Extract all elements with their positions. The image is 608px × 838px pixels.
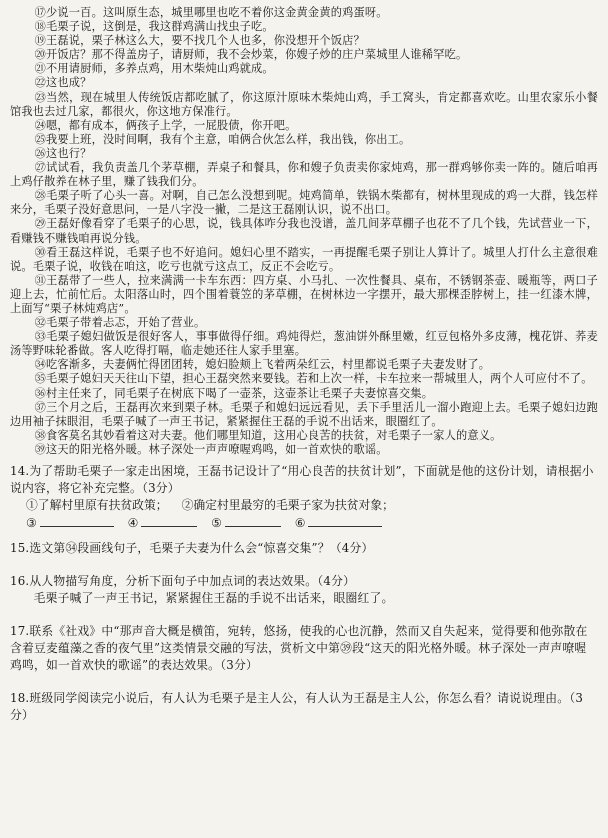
story-paragraph: ⑲王磊说，栗子林这么大，要不找几个人也多，你没想开个饭店？ bbox=[34, 34, 365, 48]
question-16-stem: 16.从人物描写角度，分析下面句子中加点词的表达效果。（4分） bbox=[10, 574, 356, 588]
story-paragraph: ㉒这也成？ bbox=[34, 76, 92, 90]
plan-item-2: ②确定村里最穷的毛栗子家为扶贫对象； bbox=[181, 498, 394, 512]
plan-blanks bbox=[10, 514, 598, 532]
story-paragraph: ㉕我要上班，没时间啊，我有个主意，咱俩合伙怎么样，我出钱，你出工。 bbox=[34, 132, 411, 146]
story-paragraph: ㊳食客莫名其妙看着这对夫妻。他们哪里知道，这用心良苦的扶贫，对毛栗子一家人的意义。 bbox=[34, 428, 502, 442]
story-paragraph: ㉓当然，现在城里人传统饭店都吃腻了，你这原汁原味木柴炖山鸡，手工窝头，肯定都喜欢吃。山里农家乐小餐馆我也去过几家，都很火，你这地方保准行。 bbox=[10, 90, 598, 118]
blank-5[interactable]: ⑤ bbox=[211, 514, 281, 532]
story-paragraph: ㉟毛栗子媳妇天天往山下望，担心王磊突然来要钱。若和上次一样，卡车拉来一帮城里人，两个人可应付不了。 bbox=[34, 372, 593, 386]
story-paragraph: ㉚看王磊这样说，毛栗子也不好追问。媳妇心里不踏实，一再提醒毛栗子别让人算计了。城里人打什么主意很难说。毛栗子说，收钱在咱这，吃亏也就亏这点工，反正不会吃亏。 bbox=[10, 245, 598, 273]
story-paragraph: ⑱毛栗子说，这倒是，我这群鸡满山找虫子吃。 bbox=[34, 20, 274, 34]
story-paragraph: ㊴这天的阳光格外暖。林子深处一声声嘹喔鸡鸣，如一首欢快的歌谣。 bbox=[34, 442, 388, 456]
question-14 bbox=[10, 463, 598, 532]
story-paragraph: ㉑不用请厨师，多养点鸡，用木柴炖山鸡就成。 bbox=[34, 62, 274, 76]
story-paragraph: ㊱村主任来了，同毛栗子在树底下喝了一壶茶，这壶茶让毛栗子夫妻惊喜交集。 bbox=[34, 386, 434, 400]
question-15: 15.选文第㉞段画线句子，毛栗子夫妻为什么会“惊喜交集”？（4分） bbox=[10, 541, 374, 555]
story-paragraph: ㉞吃客渐多，夫妻俩忙得团团转，媳妇脸颊上飞着两朵红云，村里都说毛栗子夫妻发财了。 bbox=[34, 358, 491, 372]
story-text bbox=[10, 6, 598, 457]
question-16-sentence: 毛栗子喊了一声王书记，紧紧握住王磊的手说不出话来，眼圈红了。 bbox=[33, 591, 394, 605]
story-paragraph: ⑰少说一百。这叫原生态，城里哪里也吃不着你这金黄金黄的鸡蛋呀。 bbox=[34, 6, 388, 19]
story-paragraph: ㉖这也行？ bbox=[34, 146, 92, 160]
story-paragraph: ㊲三个月之后，王磊再次来到栗子林。毛栗子和媳妇远远看见，丢下手里活儿一溜小跑迎上去。毛栗子媳妇边跑边用袖子抹眼泪，毛栗子喊了一声王书记，紧紧握住王磊的手说不出话来，眼圈红了。 bbox=[10, 400, 598, 428]
blank-4[interactable]: ④ bbox=[128, 514, 198, 532]
question-18: 18.班级同学阅读完小说后，有人认为毛栗子是主人公，有人认为王磊是主人公，你怎么看？请说说理由。（3分） bbox=[10, 691, 584, 722]
story-paragraph: ㉙王磊好像看穿了毛栗子的心思，说，钱具体咋分我也没谱，盖几间茅草棚子也花不了几个钱，先试营业一下，看赚钱不赚钱咱再说分钱。 bbox=[10, 217, 598, 245]
story-paragraph: ㉘毛栗子听了心头一喜。对啊，自己怎么没想到呢。炖鸡简单，铁锅木柴都有，树林里现成的鸡一大群，钱怎样来分，毛栗子没好意思问，一是八字没一撇，二是这王磊刚认识，说不出口。 bbox=[10, 189, 598, 217]
story-paragraph: ㉝毛栗子媳妇做饭是很好客人，事事做得仔细。鸡炖得烂，葱油饼外酥里嫩，红豆包格外多皮薄，槐花饼、荞麦汤等野味轮番做。客人吃得打嗝，临走她还往人家手里塞。 bbox=[10, 330, 598, 358]
question-17: 17.联系《社戏》中“那声音大概是横笛，宛转，悠扬，使我的心也沉静，然而又自失起来，觉得要和他弥散在含着豆麦蕴藻之香的夜气里”这类情景交融的写法，赏析文中第㊴段“这天的阳光格外暖。林子深处一声声嘹喔鸡鸣，如一首欢快的歌谣”的表达效果。（3分） bbox=[10, 624, 588, 672]
plan-item-1: ①了解村里原有扶贫政策； bbox=[26, 498, 168, 512]
story-paragraph: ㉛王磊带了一些人，拉来满满一卡车东西：四方桌、小马扎、一次性餐具、桌布，不锈钢茶壶、暖瓶等，两口子迎上去，忙前忙后。太阳落山时，四个围着蓑笠的茅草棚，在树林边一字摆开，最大那棵歪脖树上，挂一红漆木牌，上面写“栗子林炖鸡店”。 bbox=[10, 273, 598, 315]
story-paragraph: ㉜毛栗子带着忐忑，开始了营业。 bbox=[34, 316, 206, 330]
story-paragraph: ㉔嗯，都有成本，俩孩子上学，一屁股债，你开吧。 bbox=[34, 118, 297, 132]
story-paragraph: ⑳开饭店？那不得盖房子，请厨师，我不会炒菜，你嫂子炒的庄户菜城里人谁稀罕吃。 bbox=[34, 48, 468, 62]
story-paragraph: ㉗试试看，我负责盖几个茅草棚，弄桌子和餐具，你和嫂子负责卖你家炖鸡，那一群鸡够你卖一阵的。随后咱再上鸡仔散养在林子里，赚了钱我们分。 bbox=[10, 161, 598, 189]
question-14-stem: 14.为了帮助毛栗子一家走出困境，王磊书记设计了“用心良苦的扶贫计划”，下面就是他的这份计划，请根据小说内容，将它补充完整。（3分） bbox=[10, 464, 594, 495]
blank-6[interactable]: ⑥ bbox=[295, 514, 383, 532]
blank-3[interactable]: ③ bbox=[26, 514, 114, 532]
plan-items bbox=[10, 497, 598, 514]
